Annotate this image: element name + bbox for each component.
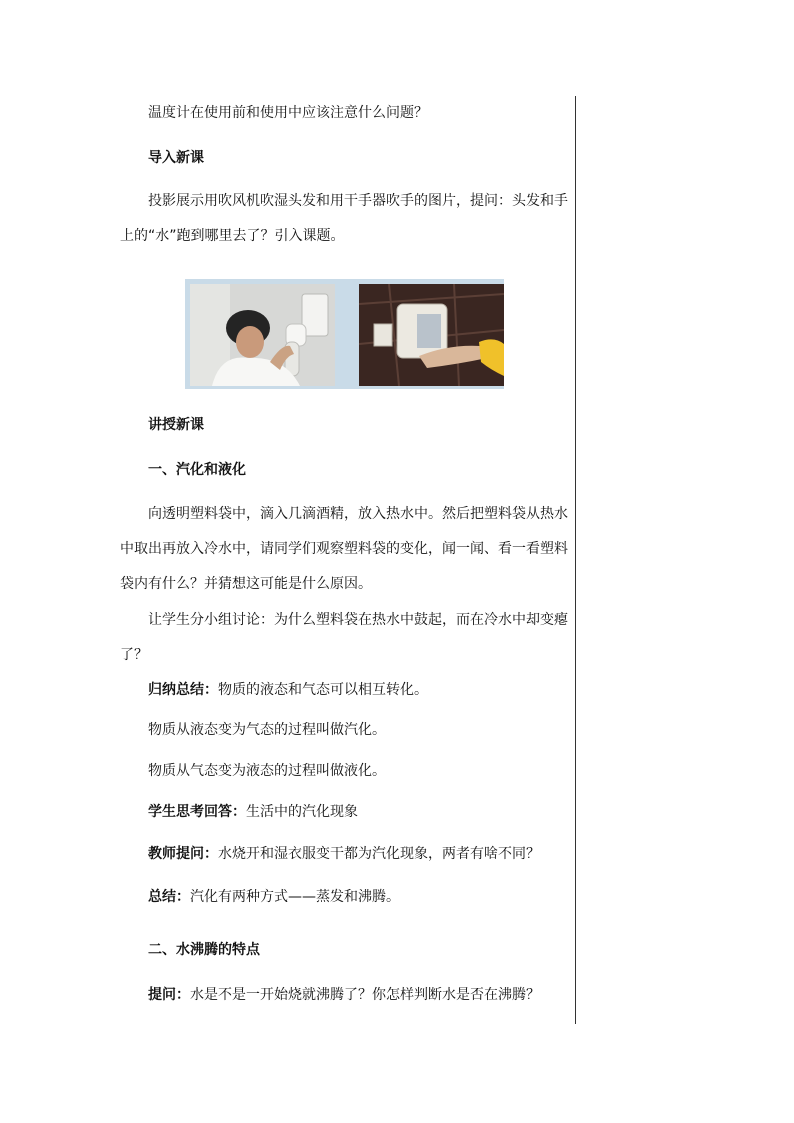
conclusion-label: 总结： <box>148 889 190 905</box>
photo-hand-dryer <box>359 284 504 386</box>
definition-liquefaction: 物质从气态变为液态的过程叫做液化。 <box>148 763 386 779</box>
heading-lecture: 讲授新课 <box>148 417 204 433</box>
student-think-label: 学生思考回答： <box>148 804 246 820</box>
definition-vaporization: 物质从液态变为气态的过程叫做汽化。 <box>148 722 386 738</box>
teacher-question-text: 水烧开和湿衣服变干都为汽化现象，两者有啥不同？ <box>218 846 540 862</box>
photo-hair-dryer <box>190 284 335 386</box>
summary-label: 归纳总结： <box>148 682 218 698</box>
student-think-text: 生活中的汽化现象 <box>246 804 358 820</box>
teacher-question-label: 教师提问： <box>148 846 218 862</box>
conclusion-line <box>120 887 570 907</box>
question-thermometer: 温度计在使用前和使用中应该注意什么问题？ <box>148 105 428 121</box>
heading-section-boiling: 二、水沸腾的特点 <box>148 942 260 958</box>
teacher-question-line <box>120 844 570 864</box>
heading-intro: 导入新课 <box>148 150 204 166</box>
heading-section-vaporization: 一、汽化和液化 <box>148 462 246 478</box>
paragraph-experiment: 向透明塑料袋中，滴入几滴酒精，放入热水中。然后把塑料袋从热水中取出再放入冷水中，请同学们观察塑料袋的变化，闻一闻、看一看塑料袋内有什么？并猜想这可能是什么原因。 <box>120 506 568 592</box>
summary-text: 物质的液态和气态可以相互转化。 <box>218 682 428 698</box>
question-boiling-text: 水是不是一开始烧就沸腾了？你怎样判断水是否在沸腾？ <box>190 987 540 1003</box>
student-think-line <box>120 802 570 822</box>
column-border <box>575 96 576 1024</box>
paragraph-discussion: 让学生分小组讨论：为什么塑料袋在热水中鼓起，而在冷水中却变瘪了？ <box>120 612 568 663</box>
conclusion-text: 汽化有两种方式——蒸发和沸腾。 <box>190 889 400 905</box>
question-boiling-label: 提问： <box>148 987 190 1003</box>
summary-line <box>120 680 570 700</box>
paragraph-intro: 投影展示用吹风机吹湿头发和用干手器吹手的图片，提问：头发和手上的“水”跑到哪里去了？引入课题。 <box>120 193 568 244</box>
question-boiling-line <box>120 985 570 1005</box>
figure-dryer-photos <box>185 279 504 389</box>
